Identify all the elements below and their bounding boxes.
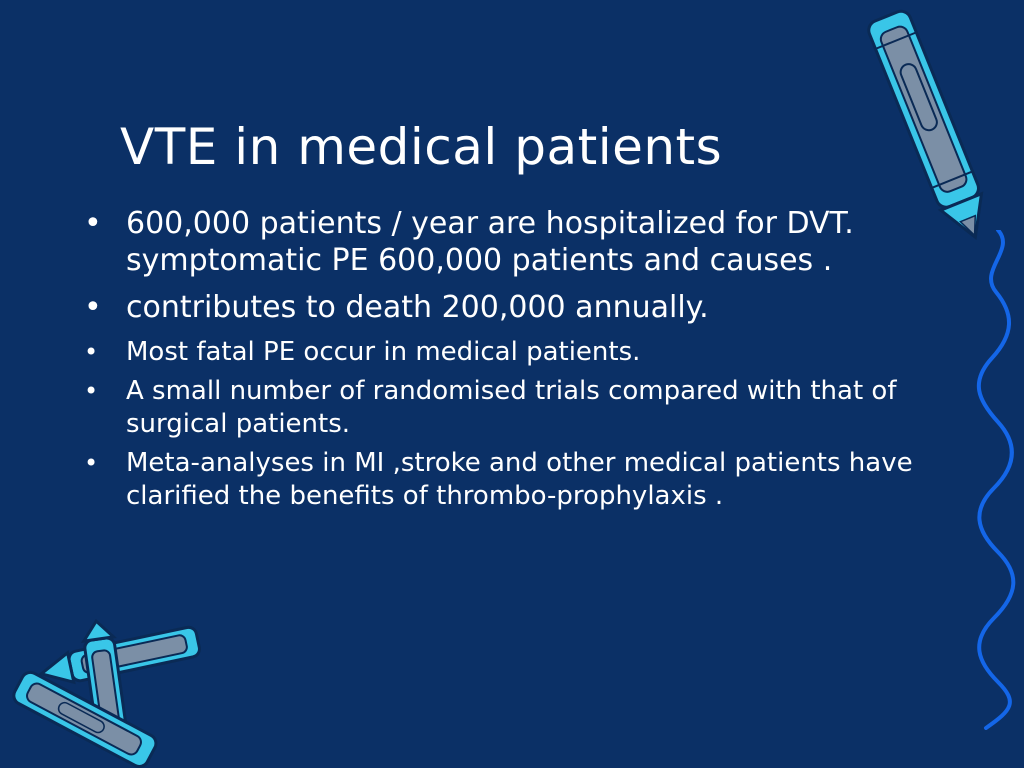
- bullet-list: [84, 205, 924, 519]
- bullet-text: Meta-analyses in MI ,stroke and other medical patients have clarified the benefits of thrombo-prophylaxis .: [126, 448, 913, 511]
- bullet-marker: •: [84, 338, 99, 366]
- bullet-marker: •: [84, 449, 99, 477]
- bullet-marker: •: [84, 290, 102, 325]
- crayon-icon: [850, 0, 1010, 250]
- bullet-marker: •: [84, 377, 99, 405]
- bullet-text: 600,000 patients / year are hospitalized for DVT. symptomatic PE 600,000 patients and causes .: [126, 206, 854, 278]
- squiggle-line: [968, 230, 1024, 730]
- bullet-item: [84, 289, 924, 326]
- bullet-item: [84, 447, 924, 513]
- crayons-icon: [0, 618, 210, 768]
- bullet-item: [84, 205, 924, 279]
- bullet-item: [84, 336, 924, 369]
- bullet-text: Most fatal PE occur in medical patients.: [126, 337, 641, 367]
- bullet-text: A small number of randomised trials compared with that of surgical patients.: [126, 376, 897, 439]
- bullet-text: contributes to death 200,000 annually.: [126, 290, 709, 325]
- bullet-marker: •: [84, 206, 102, 241]
- bullet-item: [84, 375, 924, 441]
- slide-title: VTE in medical patients: [120, 118, 723, 176]
